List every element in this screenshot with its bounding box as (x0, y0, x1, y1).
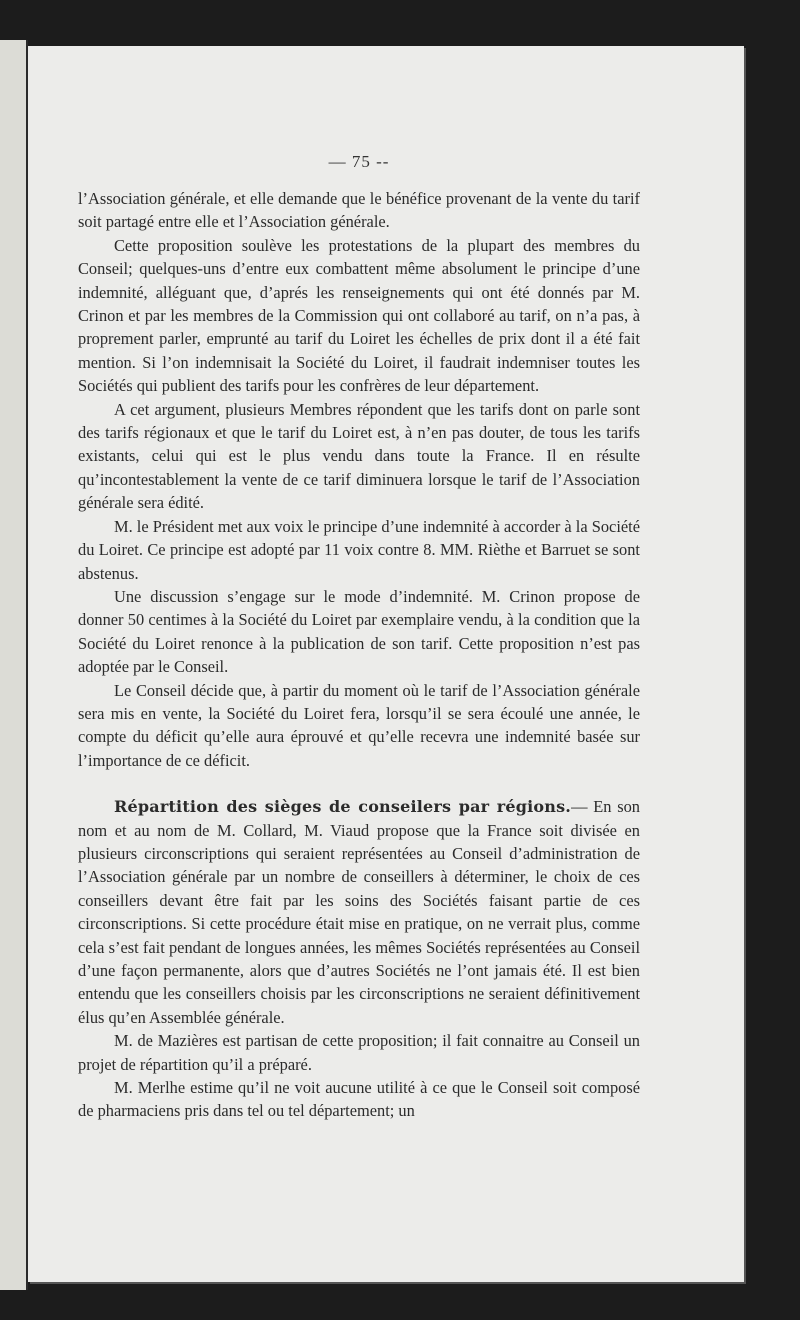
paragraph: Une discussion s’engage sur le mode d’indemnité. M. Crinon propose de donner 50 centimes à la Société du Loiret par exemplaire vendu, à la condition que la Société du Loiret renonce à la publication de son tarif. Cette proposition n’est pas adoptée par le Conseil. (78, 586, 640, 677)
section-paragraph (78, 795, 640, 1029)
page-number: — 75 -- (328, 152, 390, 171)
section-intro: — En son nom et au nom de M. Collard, M. Viaud propose que la France soit divisée en plusieurs circonscriptions qui seraient représentées au Conseil d’administration de l’Association générale par un nombre de conseillers à déterminer, le choix de ces conseillers devant être fait par les soins des Sociétés faisant partie de ces circonscriptions. Si cette procédure était mise en pratique, on ne verrait plus, comme cela s’est fait pendant de longues années, les mêmes Sociétés représentées au Conseil d’une façon permanente, alors que d’autres Sociétés ne l’ont jamais été. Il est bien entendu que les conseillers choisis par les circonscriptions ne seraient définitivement élus qu’en Assemblée générale. (78, 797, 640, 1027)
paragraph: M. Merlhe estime qu’il ne voit aucune utilité à ce que le Conseil soit composé de pharmaciens pris dans tel ou tel département; un (78, 1078, 640, 1121)
paragraph: Cette proposition soulève les protestations de la plupart des membres du Conseil; quelques-uns d’entre eux combattent même absolument le principe d’une indemnité, alléguant que, d’aprés les renseignements qui ont été donnés par M. Crinon et par les membres de la Commission qui ont collaboré au tarif, on n’a pas, à proprement parler, emprunté au tarif du Loiret les échelles de prix dont il a été fait mention. Si l’on indemnisait la Société du Loiret, il faudrait indemniser toutes les Sociétés qui publient des tarifs pour les confrères de leur département. (78, 235, 640, 396)
paragraph: Le Conseil décide que, à partir du moment où le tarif de l’Association générale sera mis en vente, la Société du Loiret fera, lorsqu’il se sera écoulé une année, le compte du déficit qu’elle aura éprouvé et qu’elle recevra une indemnité basée sur l’importance de ce déficit. (78, 680, 640, 770)
book-page (28, 46, 744, 1282)
body-block (78, 187, 640, 1123)
paragraph: M. de Mazières est partisan de cette proposition; il fait connaitre au Conseil un projet de répartition qu’il a préparé. (78, 1031, 640, 1074)
paragraph-continuation: l’Association générale, et elle demande que le bénéfice provenant de la vente du tarif soit partagé entre elle et l’Association générale. (78, 189, 640, 232)
previous-page-edge (0, 40, 28, 1290)
paragraph: A cet argument, plusieurs Membres répondent que les tarifs dont on parle sont des tarifs régionaux et que le tarif du Loiret est, à n’en pas douter, de tous les tarifs existants, celui qui est le plus vendu dans toute la France. Il en résulte qu’incontestablement la vente de ce tarif diminuera lorsque le tarif de l’Association générale sera édité. (78, 399, 640, 513)
paragraph: M. le Président met aux voix le principe d’une indemnité à accorder à la Société du Loiret. Ce principe est adopté par 11 voix contre 8. MM. Rièthe et Barruet se sont abstenus. (78, 516, 640, 583)
section-heading: Répartition des sièges de conseilers par régions. (114, 797, 572, 817)
